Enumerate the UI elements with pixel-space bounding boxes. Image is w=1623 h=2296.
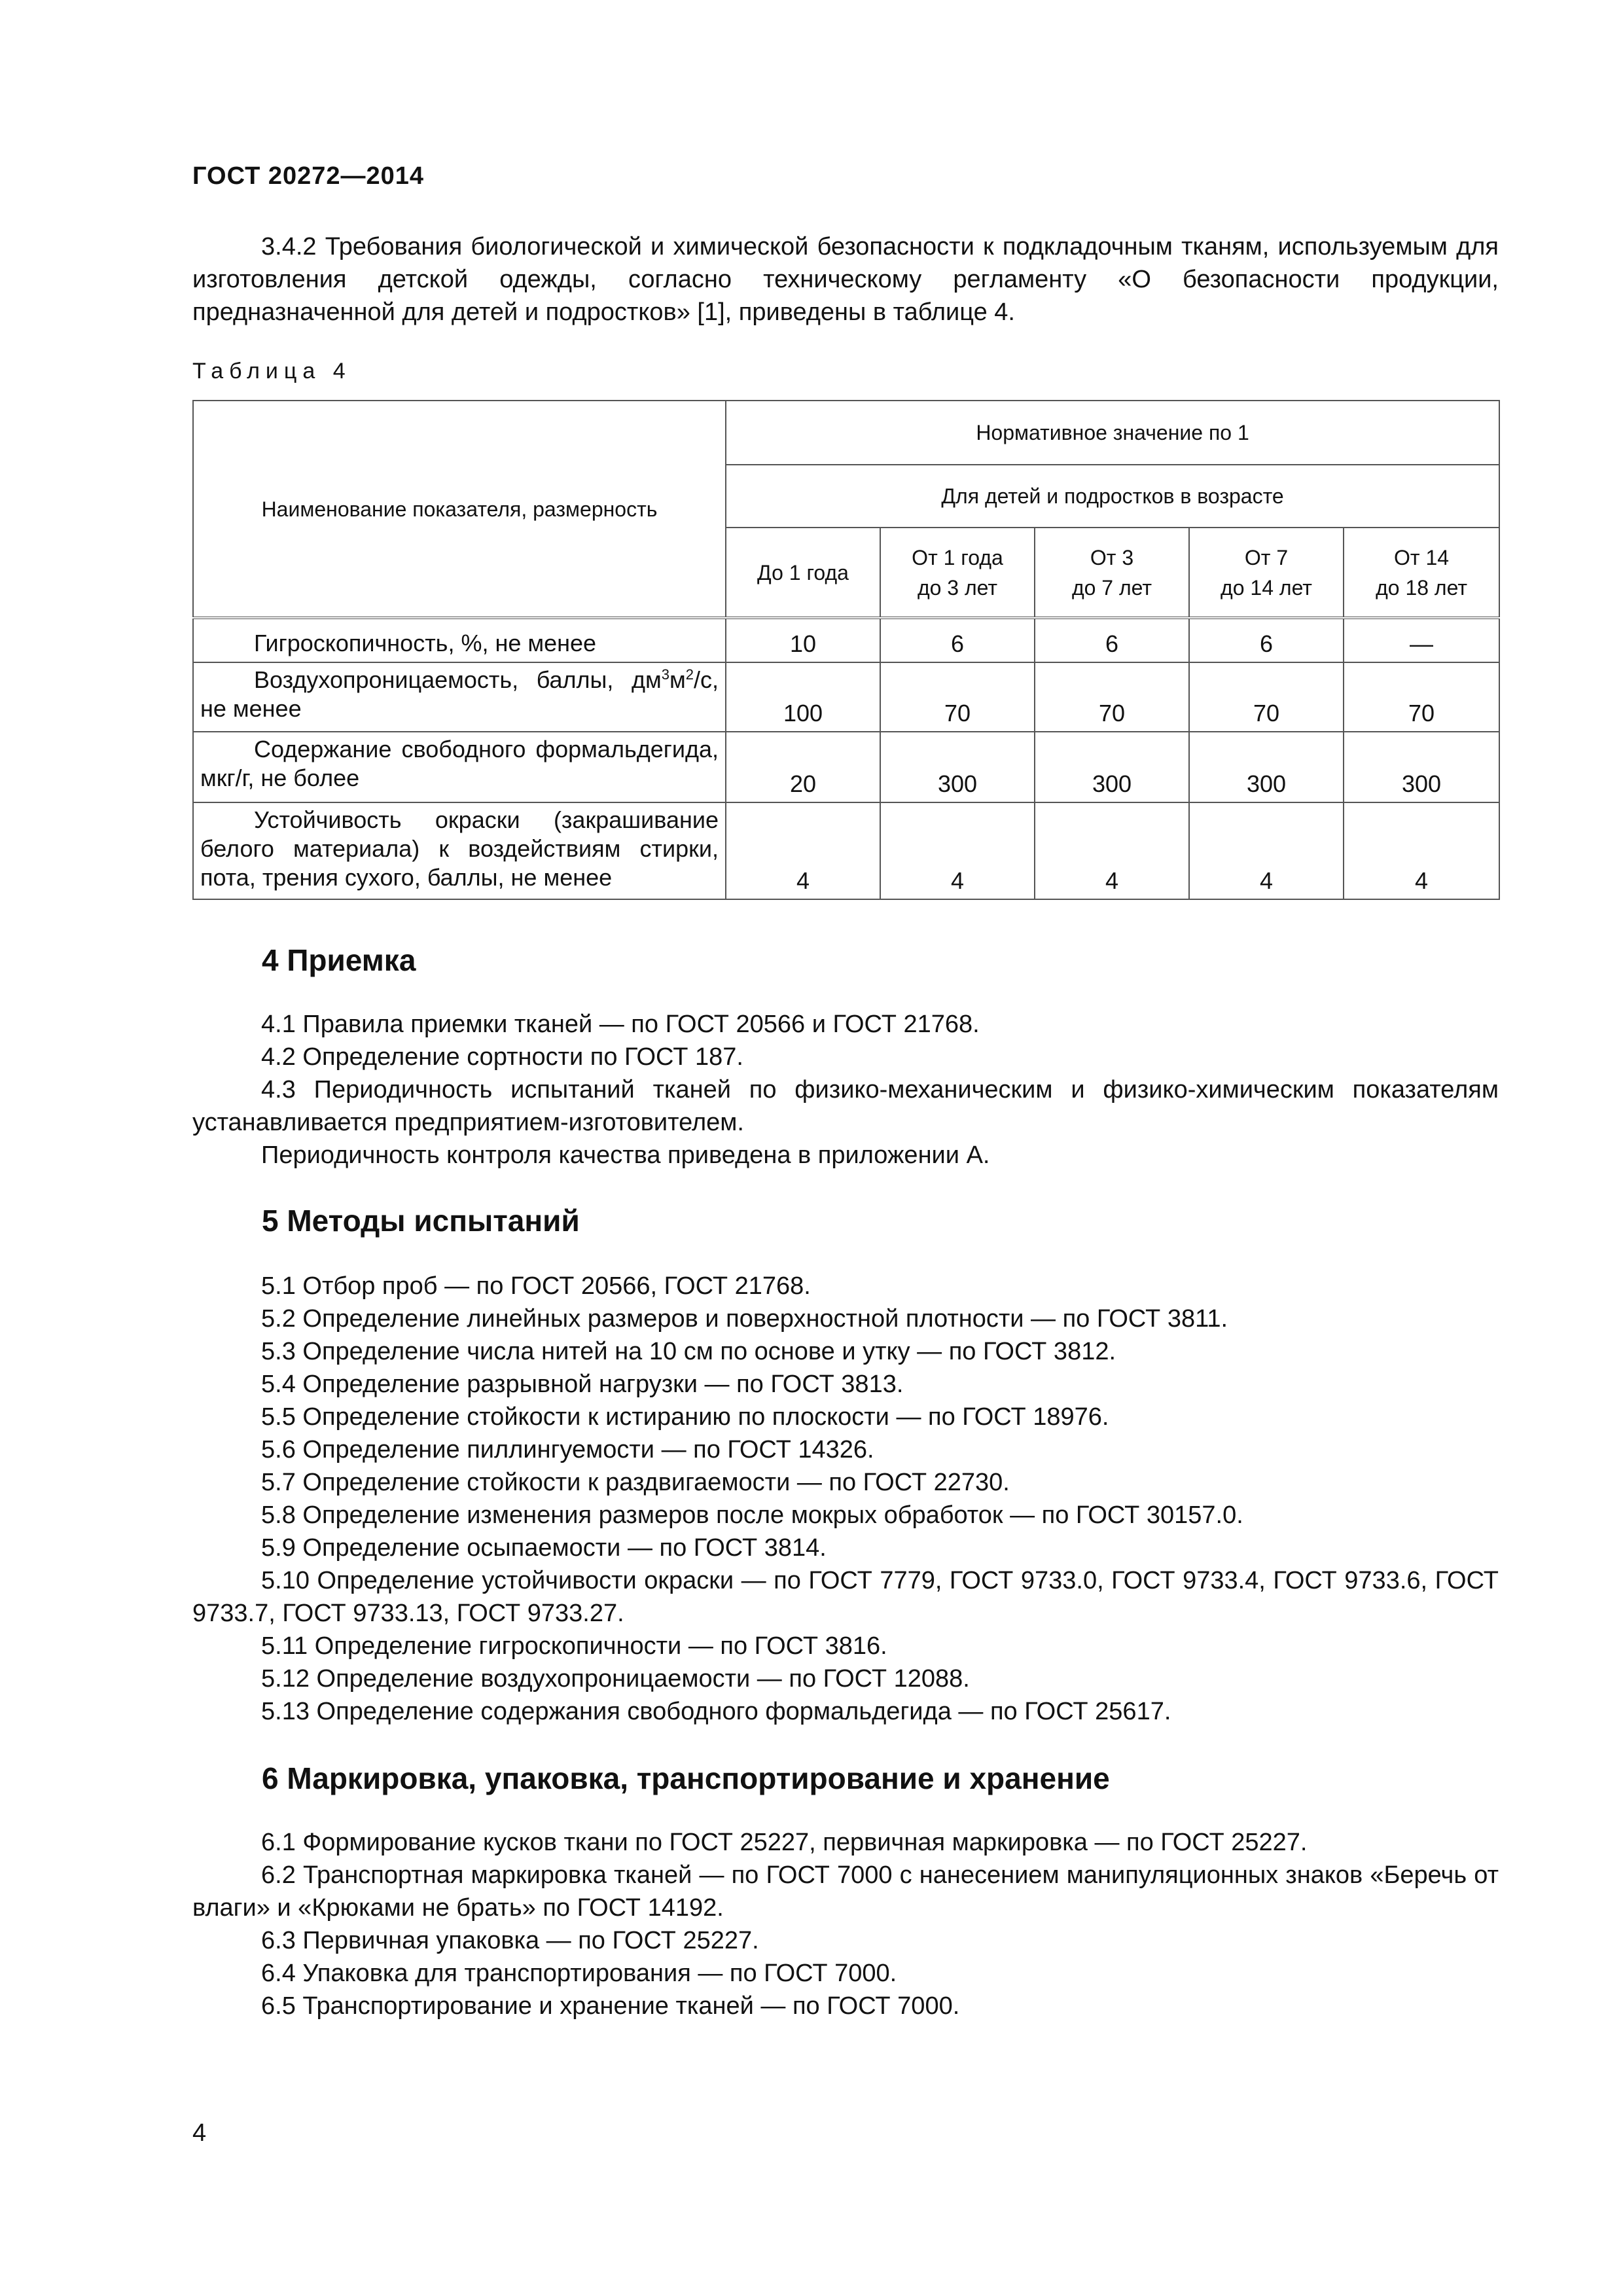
section-6-item: 6.3 Первичная упаковка — по ГОСТ 25227. (261, 1927, 759, 1954)
row-value: 300 (880, 732, 1035, 802)
row-value: 4 (1035, 802, 1189, 899)
row-value: 70 (1189, 662, 1344, 732)
col-header-age-0: До 1 года (726, 528, 880, 618)
col-header-age-3: От 7 до 14 лет (1189, 528, 1344, 618)
section-6-item: 6.5 Транспортирование и хранение тканей — по ГОСТ 7000. (261, 1992, 960, 2020)
col-header-age: Для детей и подростков в возрасте (726, 465, 1499, 528)
section-6-item: 6.4 Упаковка для транспортирования — по ГОСТ 7000. (261, 1960, 897, 1987)
row-value: 6 (1189, 618, 1344, 662)
row-value: 70 (1035, 662, 1189, 732)
section-5-item: 5.1 Отбор проб — по ГОСТ 20566, ГОСТ 21768. (261, 1272, 811, 1300)
section-4-item: 4.1 Правила приемки тканей — по ГОСТ 20566 и ГОСТ 21768. (261, 1011, 980, 1038)
section-6-item: 6.1 Формирование кусков ткани по ГОСТ 25227, первичная маркировка — по ГОСТ 25227. (261, 1829, 1308, 1856)
table-row (193, 802, 1499, 899)
row-value: 70 (1344, 662, 1499, 732)
document-header: ГОСТ 20272—2014 (192, 162, 425, 190)
row-value: 4 (880, 802, 1035, 899)
section-5-item: 5.9 Определение осыпаемости — по ГОСТ 3814. (261, 1534, 827, 1562)
row-value: — (1344, 618, 1499, 662)
section-5-item: 5.11 Определение гигроскопичности — по ГОСТ 3816. (261, 1632, 887, 1660)
section-5-item: 5.12 Определение воздухопроницаемости — по ГОСТ 12088. (261, 1665, 970, 1693)
section-4-item: Периодичность контроля качества приведена в приложении А. (261, 1141, 990, 1169)
col-header-age-2: От 3 до 7 лет (1035, 528, 1189, 618)
col-header-age-1: От 1 года до 3 лет (880, 528, 1035, 618)
row-value: 20 (726, 732, 880, 802)
row-value: 4 (1344, 802, 1499, 899)
section-5-item: 5.6 Определение пиллингуемости — по ГОСТ 14326. (261, 1436, 874, 1463)
col-header-name: Наименование показателя, размерность (193, 401, 726, 618)
row-name: Устойчивость окраски (закрашивание белого материала) к воздействиям стирки, пота, трения сухого, баллы, не менее (193, 802, 726, 899)
row-name: Содержание свободного формальдегида, мкг/г, не более (193, 732, 726, 802)
row-value: 4 (726, 802, 880, 899)
page-number: 4 (192, 2119, 207, 2147)
row-value: 300 (1189, 732, 1344, 802)
row-value: 4 (1189, 802, 1344, 899)
table-4 (192, 400, 1500, 900)
table-caption: Таблица 4 (192, 359, 351, 384)
section-5-item: 5.13 Определение содержания свободного формальдегида — по ГОСТ 25617. (261, 1698, 1171, 1725)
section-5-item: 5.7 Определение стойкости к раздвигаемости — по ГОСТ 22730. (261, 1469, 1010, 1496)
row-value: 300 (1035, 732, 1189, 802)
section-5-item: 5.4 Определение разрывной нагрузки — по ГОСТ 3813. (261, 1371, 904, 1398)
section-5-item: 5.8 Определение изменения размеров после мокрых обработок — по ГОСТ 30157.0. (261, 1501, 1243, 1529)
row-value: 300 (1344, 732, 1499, 802)
table-row (193, 662, 1499, 732)
row-name: Гигроскопичность, %, не менее (193, 618, 726, 662)
row-value: 70 (880, 662, 1035, 732)
section-4-title: 4 Приемка (262, 943, 416, 977)
section-5-item: 5.10 Определение устойчивости окраски — по ГОСТ 7779, ГОСТ 9733.0, ГОСТ 9733.4, ГОСТ 9733.6, ГОСТ 9733.7, ГОСТ 9733.13, ГОСТ 9733.27. (192, 1567, 1499, 1627)
col-header-age-4: От 14 до 18 лет (1344, 528, 1499, 618)
table-row (193, 732, 1499, 802)
section-5-item: 5.5 Определение стойкости к истиранию по плоскости — по ГОСТ 18976. (261, 1403, 1109, 1431)
table-row (193, 618, 1499, 662)
section-6-title: 6 Маркировка, упаковка, транспортирование и хранение (262, 1761, 1110, 1795)
row-value: 6 (1035, 618, 1189, 662)
row-value: 100 (726, 662, 880, 732)
section-5-item: 5.3 Определение числа нитей на 10 см по основе и утку — по ГОСТ 3812. (261, 1338, 1116, 1365)
section-6-item: 6.2 Транспортная маркировка тканей — по ГОСТ 7000 с нанесением манипуляционных знаков «Беречь от влаги» и «Крюками не брать» по ГОСТ 14192. (192, 1861, 1499, 1922)
intro-paragraph: 3.4.2 Требования биологической и химической безопасности к подкладочным тканям, используемым для изготовления детской одежды, согласно техническому регламенту «О безопасности продукции, предназначенной для детей и подростков» [1], приведены в таблице 4. (192, 233, 1499, 326)
section-4-item: 4.2 Определение сортности по ГОСТ 187. (261, 1043, 743, 1071)
col-header-norm: Нормативное значение по 1 (726, 401, 1499, 465)
section-4-item: 4.3 Периодичность испытаний тканей по физико-механическим и физико-химическим показателям устанавливается предприятием-изготовителем. (192, 1076, 1499, 1136)
section-5-item: 5.2 Определение линейных размеров и поверхностной плотности — по ГОСТ 3811. (261, 1305, 1228, 1333)
row-value: 10 (726, 618, 880, 662)
section-5-title: 5 Методы испытаний (262, 1204, 580, 1238)
row-value: 6 (880, 618, 1035, 662)
row-name: Воздухопроницаемость, баллы, $дм^3м^2/с$, не менее (193, 662, 726, 732)
